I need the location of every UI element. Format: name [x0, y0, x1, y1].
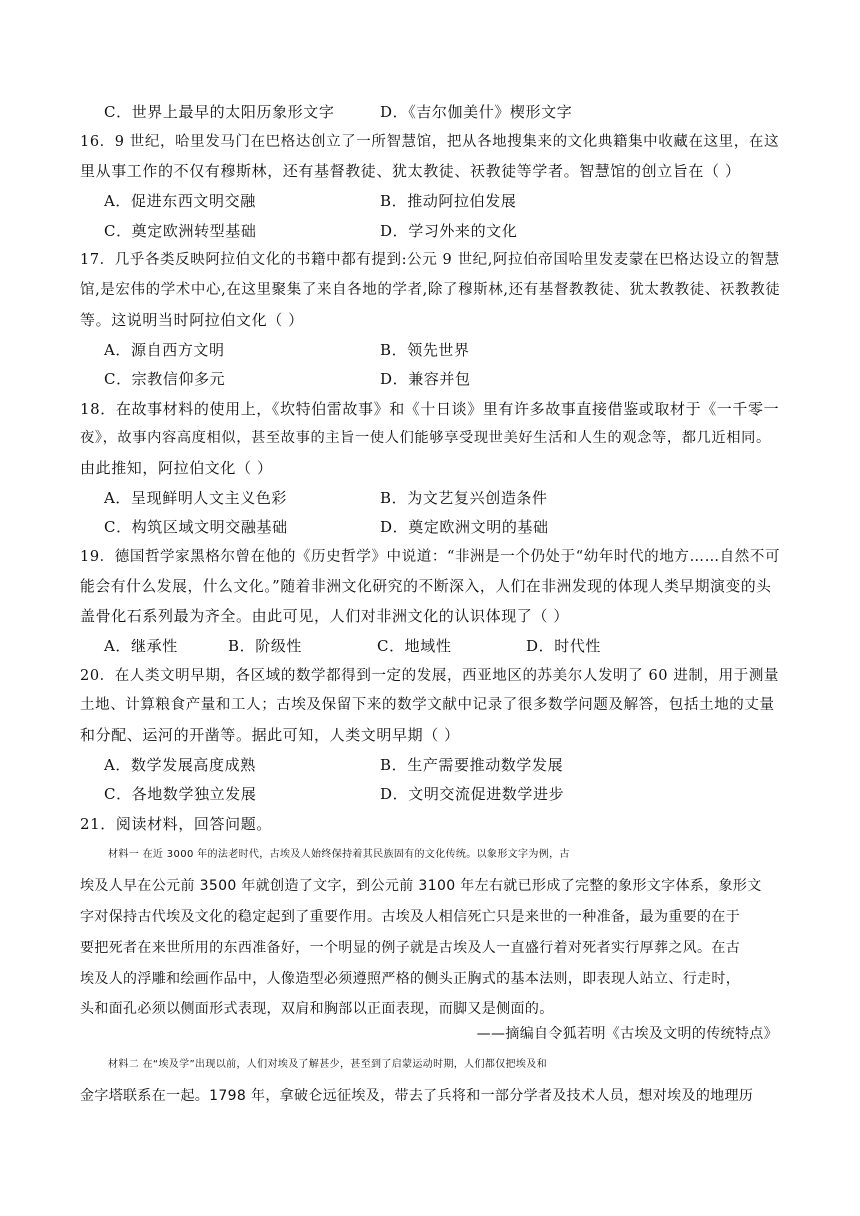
- q20-option-c: C．各地数学独立发展: [104, 785, 257, 803]
- q16-option-c: C．奠定欧洲转型基础: [104, 222, 257, 240]
- q21-material-2-line-2: 金字塔联系在一起。1798 年，拿破仑远征埃及，带去了兵将和一部分学者及技术人员，想对埃及的地理历: [80, 1088, 754, 1104]
- q21-material-1-line-2: 埃及人早在公元前 3500 年就创造了文字，到公元前 3100 年左右就已形成了完整的象形文字体系，象形文: [80, 878, 762, 894]
- q20-option-d: D．文明交流促进数学进步: [380, 785, 565, 803]
- q21-material-1-line-1: 材料一 在近 3000 年的法老时代，古埃及人始终保持着其民族固有的文化传统。以象形文字为例，古: [108, 849, 570, 860]
- q21-material-1-line-5: 埃及人的浮雕和绘画作品中，人像造型必须遵照严格的侧头正胸式的基本法则，即表现人站立、行走时，: [80, 971, 741, 987]
- q17-option-c: C．宗教信仰多元: [104, 370, 226, 388]
- q18-stem-line-2: 夜》，故事内容高度相似，甚至故事的主旨一使人们能够享受现世美好生活和人生的观念等，都几近相同。: [80, 430, 771, 446]
- q19-option-b: B．阶级性: [228, 637, 303, 655]
- q16-stem-line-1: 16．9 世纪，哈里发马门在巴格达创立了一所智慧馆，把从各地搜集来的文化典籍集中收藏在这里，在这: [80, 134, 780, 150]
- q17-stem-line-1: 17．几乎各类反映阿拉伯文化的书籍中都有提到:公元 9 世纪,阿拉伯帝国哈里发麦蒙在巴格达设立的智慧: [80, 252, 780, 268]
- q21-material-1-source: ——摘编自令狐若明《古埃及文明的传统特点》: [476, 1026, 778, 1042]
- q19-stem-line-2: 能会有什么发展，什么文化。”随着非洲文化研究的不断深入，人们在非洲发现的体现人类早期演变的头: [80, 578, 772, 595]
- q19-option-a: A．继承性: [104, 637, 178, 655]
- q20-stem-line-1: 20．在人类文明早期，各区域的数学都得到一定的发展，西亚地区的苏美尔人发明了 60 进制，用于测量: [80, 668, 780, 684]
- q20-option-a: A．数学发展高度成熟: [104, 756, 256, 774]
- q18-stem-line-3: 由此推知，阿拉伯文化（ ）: [80, 459, 273, 477]
- q18-stem-line-1: 18．在故事材料的使用上，《坎特伯雷故事》和《十日谈》里有许多故事直接借鉴或取材于《一千零一: [80, 400, 780, 418]
- q15-option-c: C．世界上最早的太阳历象形文字: [104, 103, 335, 121]
- q16-stem-line-2: 里从事工作的不仅有穆斯林，还有基督教徒、犹太教徒、祆教徒等学者。智慧馆的创立旨在（ ）: [80, 162, 741, 180]
- q18-option-c: C．构筑区域文明交融基础: [104, 518, 288, 536]
- q17-option-a: A．源自西方文明: [104, 341, 225, 359]
- q19-stem-line-3: 盖骨化石系列最为齐全。由此可见，人们对非洲文化的认识体现了（ ）: [80, 607, 569, 625]
- q17-stem-line-3: 等。这说明当时阿拉伯文化（ ）: [80, 311, 304, 329]
- q20-stem-line-3: 和分配、运河的开凿等。据此可知，人类文明早期（ ）: [80, 726, 460, 744]
- q21-material-1-line-3: 字对保持古代埃及文化的稳定起到了重要作用。古埃及人相信死亡只是来世的一种准备，最为重要的在于: [80, 909, 741, 925]
- q17-option-d: D．兼容并包: [380, 370, 471, 388]
- q18-option-b: B．为文艺复兴创造条件: [380, 489, 548, 507]
- q19-option-c: C．地域性: [377, 637, 452, 655]
- q16-option-a: A．促进东西文明交融: [104, 192, 256, 210]
- q21-material-2-line-1: 材料二 在“埃及学”出现以前，人们对埃及了解甚少，甚至到了启蒙运动时期，人们都仅把埃及和: [108, 1059, 547, 1070]
- q15-option-d: D．《吉尔伽美什》楔形文字: [380, 103, 573, 121]
- q16-option-d: D．学习外来的文化: [380, 222, 518, 240]
- q21-stem: 21．阅读材料，回答问题。: [80, 815, 272, 833]
- q19-stem-line-1: 19．德国哲学家黑格尔曾在他的《历史哲学》中说道：“非洲是一个仍处于“幼年时代的地方……自然不可: [80, 549, 781, 565]
- q17-stem-line-2: 馆,是宏伟的学术中心,在这里聚集了来自各地的学者,除了穆斯林,还有基督教教徒、犹太教教徒、祆教教徒: [80, 282, 781, 298]
- q17-option-b: B．领先世界: [380, 341, 470, 359]
- q21-material-1-line-4: 要把死者在来世所用的东西准备好，一个明显的例子就是古埃及人一直盛行着对死者实行厚葬之风。在古: [80, 940, 741, 956]
- q20-option-b: B．生产需要推动数学发展: [380, 756, 564, 774]
- q18-option-a: A．呈现鲜明人文主义色彩: [104, 489, 288, 507]
- q20-stem-line-2: 土地、计算粮食产量和工人；古埃及保留下来的数学文献中记录了很多数学问题及解答，包括土地的丈量: [80, 697, 775, 713]
- q18-option-d: D．奠定欧洲文明的基础: [380, 518, 549, 536]
- q21-material-1-line-6: 头和面孔必须以侧面形式表现，双肩和胸部以正面表现，而脚又是侧面的。: [80, 1001, 554, 1017]
- q19-option-d: D．时代性: [526, 637, 602, 655]
- q16-option-b: B．推动阿拉伯发展: [380, 192, 517, 210]
